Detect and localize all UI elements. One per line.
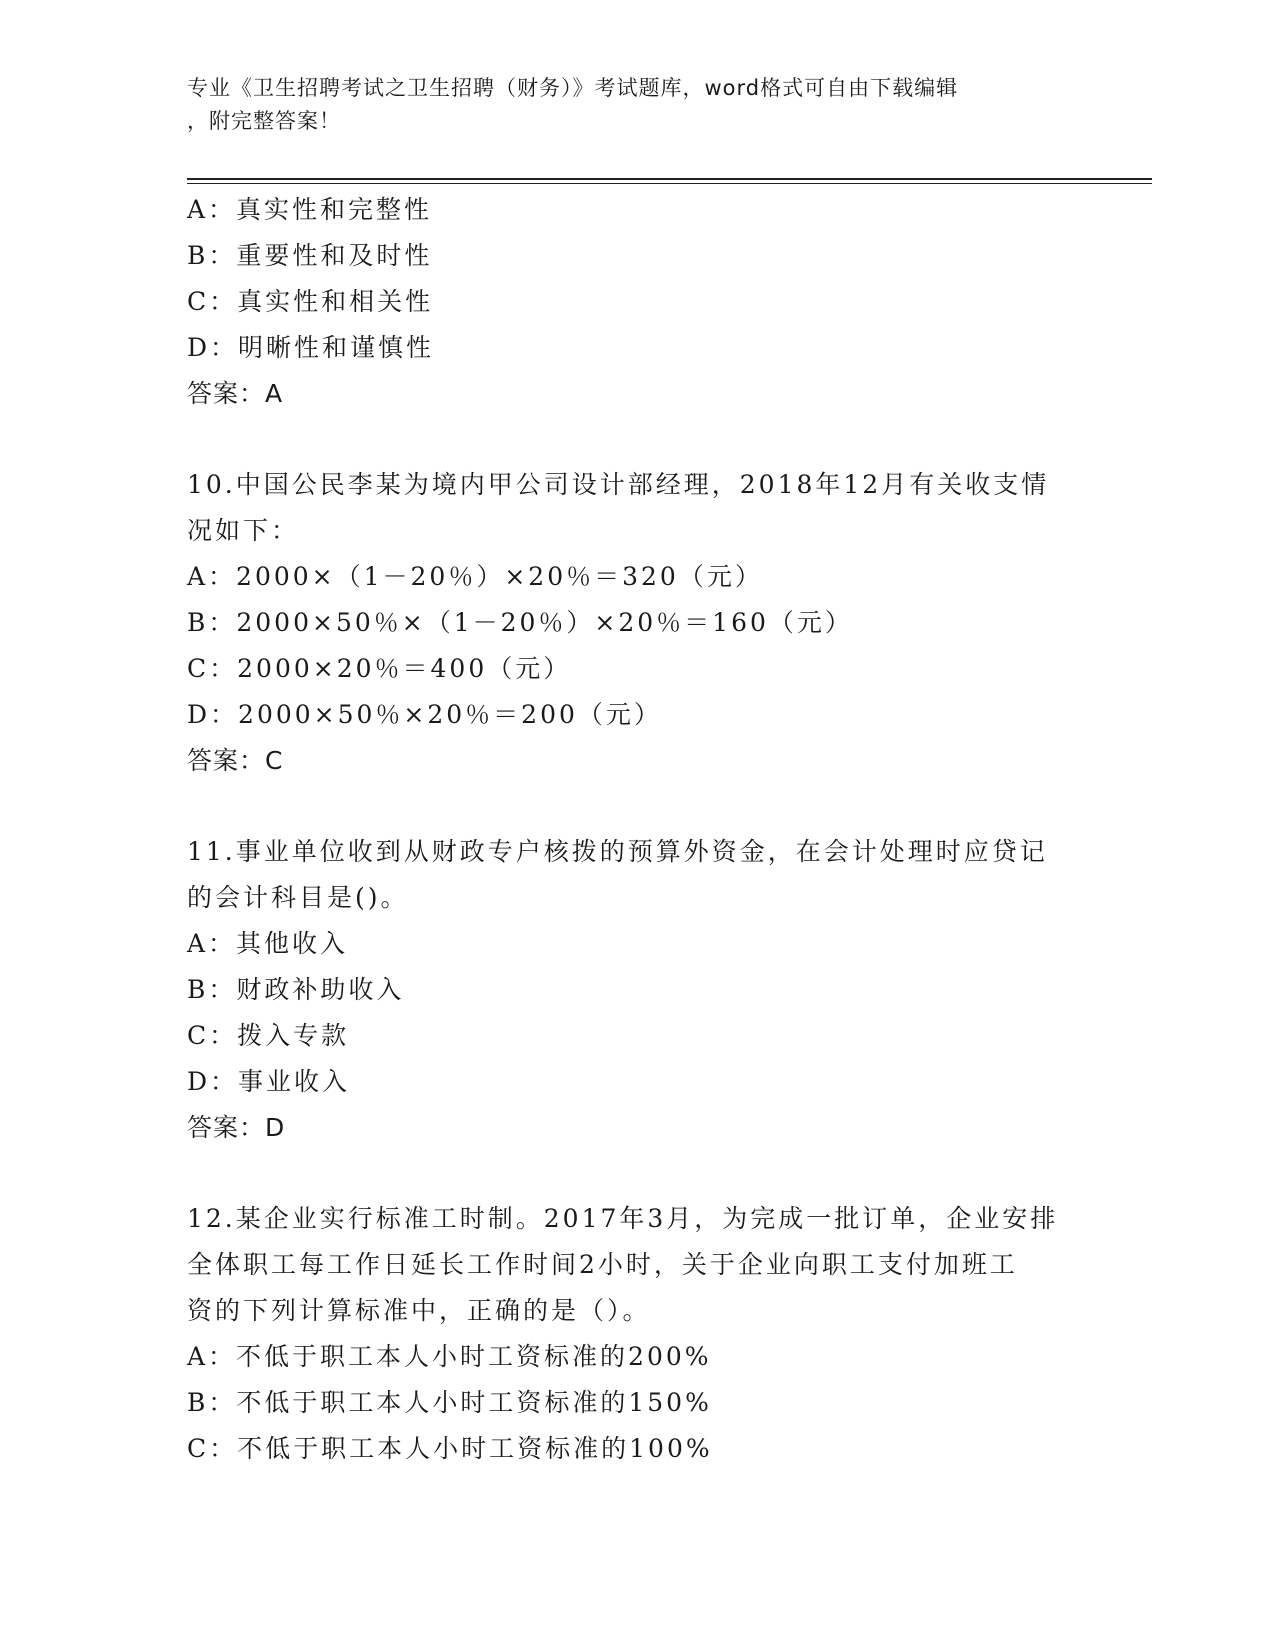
question-list — [187, 187, 1087, 1472]
answer-line: 答案：C — [187, 746, 284, 775]
option-c: C：不低于职工本人小时工资标准的100% — [187, 1434, 713, 1463]
question-11 — [187, 829, 1087, 1151]
option-b: B：2000×50％×（1－20％）×20％＝160（元） — [187, 608, 853, 637]
question-stem — [187, 462, 1087, 554]
header-line-2: ，附完整答案！ — [187, 109, 341, 133]
stem-line-2: 全体职工每工作日延长工作时间2小时，关于企业向职工支付加班工 — [187, 1250, 1018, 1279]
option-a: A：真实性和完整性 — [187, 195, 433, 224]
header-divider — [187, 178, 1152, 180]
stem-line-3: 资的下列计算标准中，正确的是（）。 — [187, 1296, 651, 1325]
stem-line-2: 况如下： — [187, 516, 300, 545]
option-d: D：2000×50％×20％＝200（元） — [187, 700, 662, 729]
stem-line-2: 的会计科目是()。 — [187, 883, 409, 912]
option-a: A：不低于职工本人小时工资标准的200% — [187, 1342, 712, 1371]
document-header — [187, 72, 1087, 138]
question-stem — [187, 829, 1087, 921]
question-stem — [187, 1196, 1087, 1334]
header-line-1: 专业《卫生招聘考试之卫生招聘（财务）》考试题库，word格式可自由下载编辑 — [187, 76, 959, 100]
question-9 — [187, 187, 1087, 417]
option-d: D：事业收入 — [187, 1067, 351, 1096]
option-a: A：其他收入 — [187, 929, 349, 958]
stem-line-1: 12.某企业实行标准工时制。2017年3月，为完成一批订单，企业安排 — [187, 1204, 1059, 1233]
option-c: C：真实性和相关性 — [187, 287, 434, 316]
option-b: B：重要性和及时性 — [187, 241, 433, 270]
answer-line: 答案：D — [187, 1113, 286, 1142]
answer-line: 答案：A — [187, 379, 284, 408]
option-a: A：2000×（1－20％）×20％＝320（元） — [187, 562, 763, 591]
option-c: C：2000×20％＝400（元） — [187, 654, 572, 683]
option-d: D：明晰性和谨慎性 — [187, 333, 435, 362]
stem-line-1: 10.中国公民李某为境内甲公司设计部经理，2018年12月有关收支情 — [187, 470, 1050, 499]
question-10 — [187, 462, 1087, 784]
header-divider-thin — [187, 183, 1152, 184]
stem-line-1: 11.事业单位收到从财政专户核拨的预算外资金，在会计处理时应贷记 — [187, 837, 1048, 866]
option-b: B：不低于职工本人小时工资标准的150% — [187, 1388, 712, 1417]
option-c: C：拨入专款 — [187, 1021, 350, 1050]
question-12 — [187, 1196, 1087, 1472]
option-b: B：财政补助收入 — [187, 975, 405, 1004]
